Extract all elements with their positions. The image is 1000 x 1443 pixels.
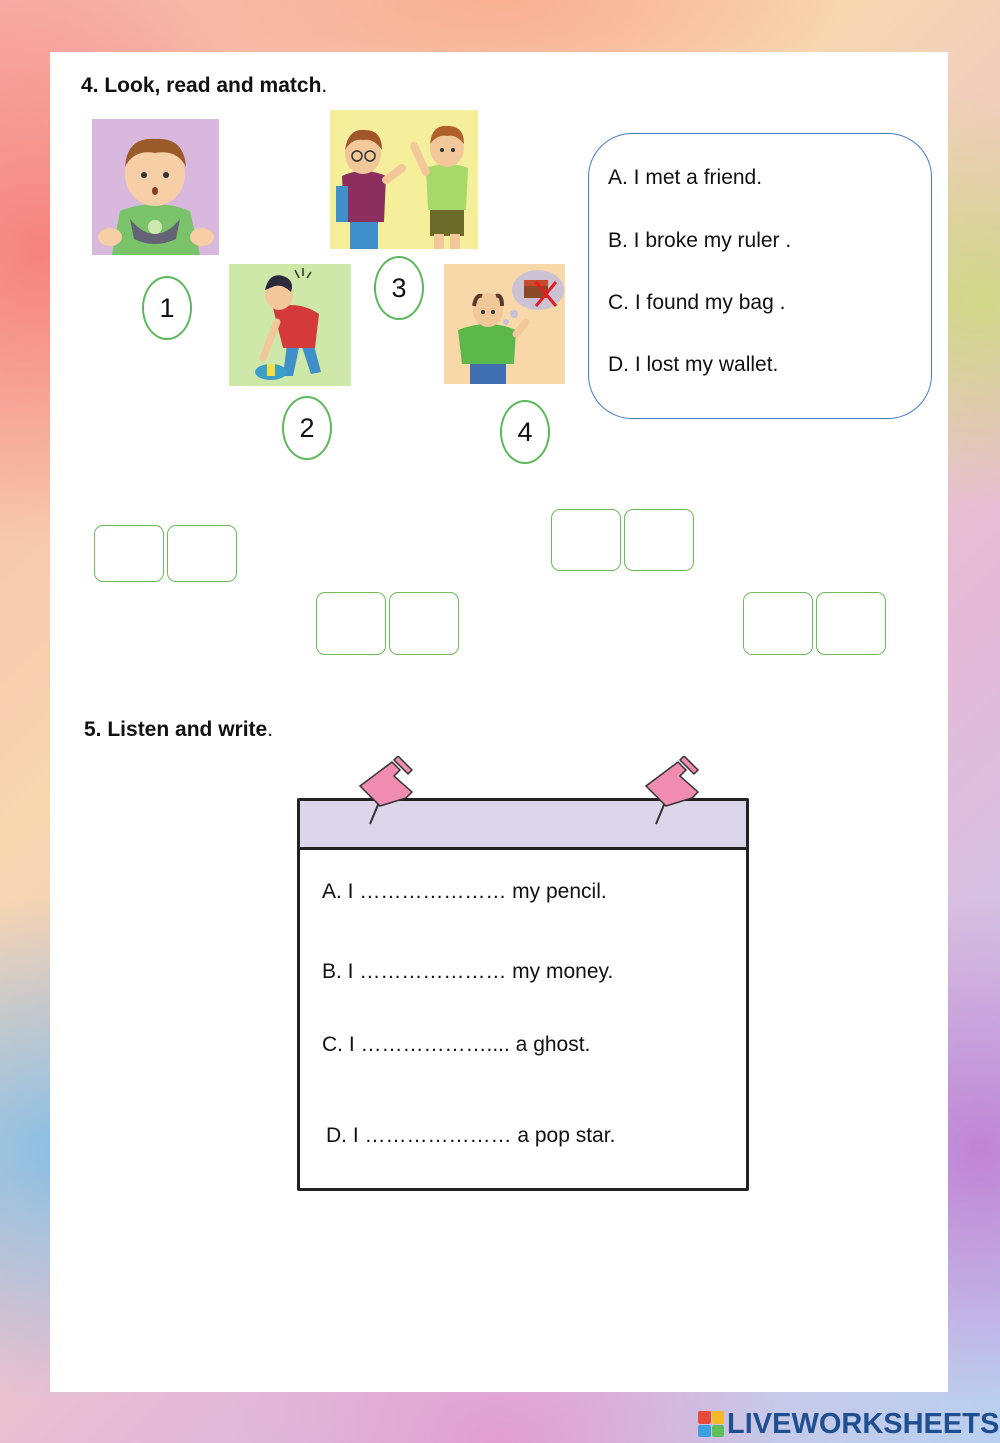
option-a: A. I met a friend. [608, 166, 763, 189]
answer-box-4-letter[interactable] [816, 592, 886, 655]
fill-line-c: C. I ……………….... a ghost. [322, 1033, 591, 1056]
pushpin-right-icon [636, 756, 716, 828]
fill-line-a: A. I ………………… my pencil. [322, 880, 607, 903]
fill-line-d: D. I ………………… a pop star. [326, 1124, 616, 1147]
logo-blocks-icon [698, 1411, 724, 1437]
answer-box-1-number[interactable] [94, 525, 164, 582]
section4-title-dot: . [321, 74, 328, 97]
option-d: D. I lost my wallet. [608, 353, 779, 376]
picture-boy-shirt [92, 119, 219, 255]
number-circle-2: 2 [282, 396, 332, 460]
pinned-note [297, 798, 753, 1194]
picture-man-wallet [444, 264, 565, 384]
section4-title [81, 74, 327, 98]
answer-box-1-letter[interactable] [167, 525, 237, 582]
number-circle-3: 3 [374, 256, 424, 320]
pushpin-left-icon [350, 756, 430, 828]
fill-line-b: B. I ………………… my money. [322, 960, 614, 983]
picture-two-boys [330, 110, 478, 249]
answer-box-2-number[interactable] [316, 592, 386, 655]
section4-title-text: 4. Look, read and match [81, 74, 322, 97]
number-circle-4: 4 [500, 400, 550, 464]
answer-box-4-number[interactable] [743, 592, 813, 655]
answer-box-3-letter[interactable] [624, 509, 694, 571]
option-b: B. I broke my ruler . [608, 229, 792, 252]
picture-boy-bag [229, 264, 351, 386]
liveworksheets-logo[interactable] [698, 1406, 999, 1442]
logo-text: LIVEWORKSHEETS [727, 1407, 1000, 1440]
answer-box-2-letter[interactable] [389, 592, 459, 655]
section5-title-text: 5. Listen and write [84, 718, 268, 741]
options-box [588, 133, 932, 419]
section5-title [84, 718, 273, 742]
number-circle-1: 1 [142, 276, 192, 340]
answer-box-3-number[interactable] [551, 509, 621, 571]
section5-title-dot: . [267, 718, 274, 741]
option-c: C. I found my bag . [608, 291, 786, 314]
